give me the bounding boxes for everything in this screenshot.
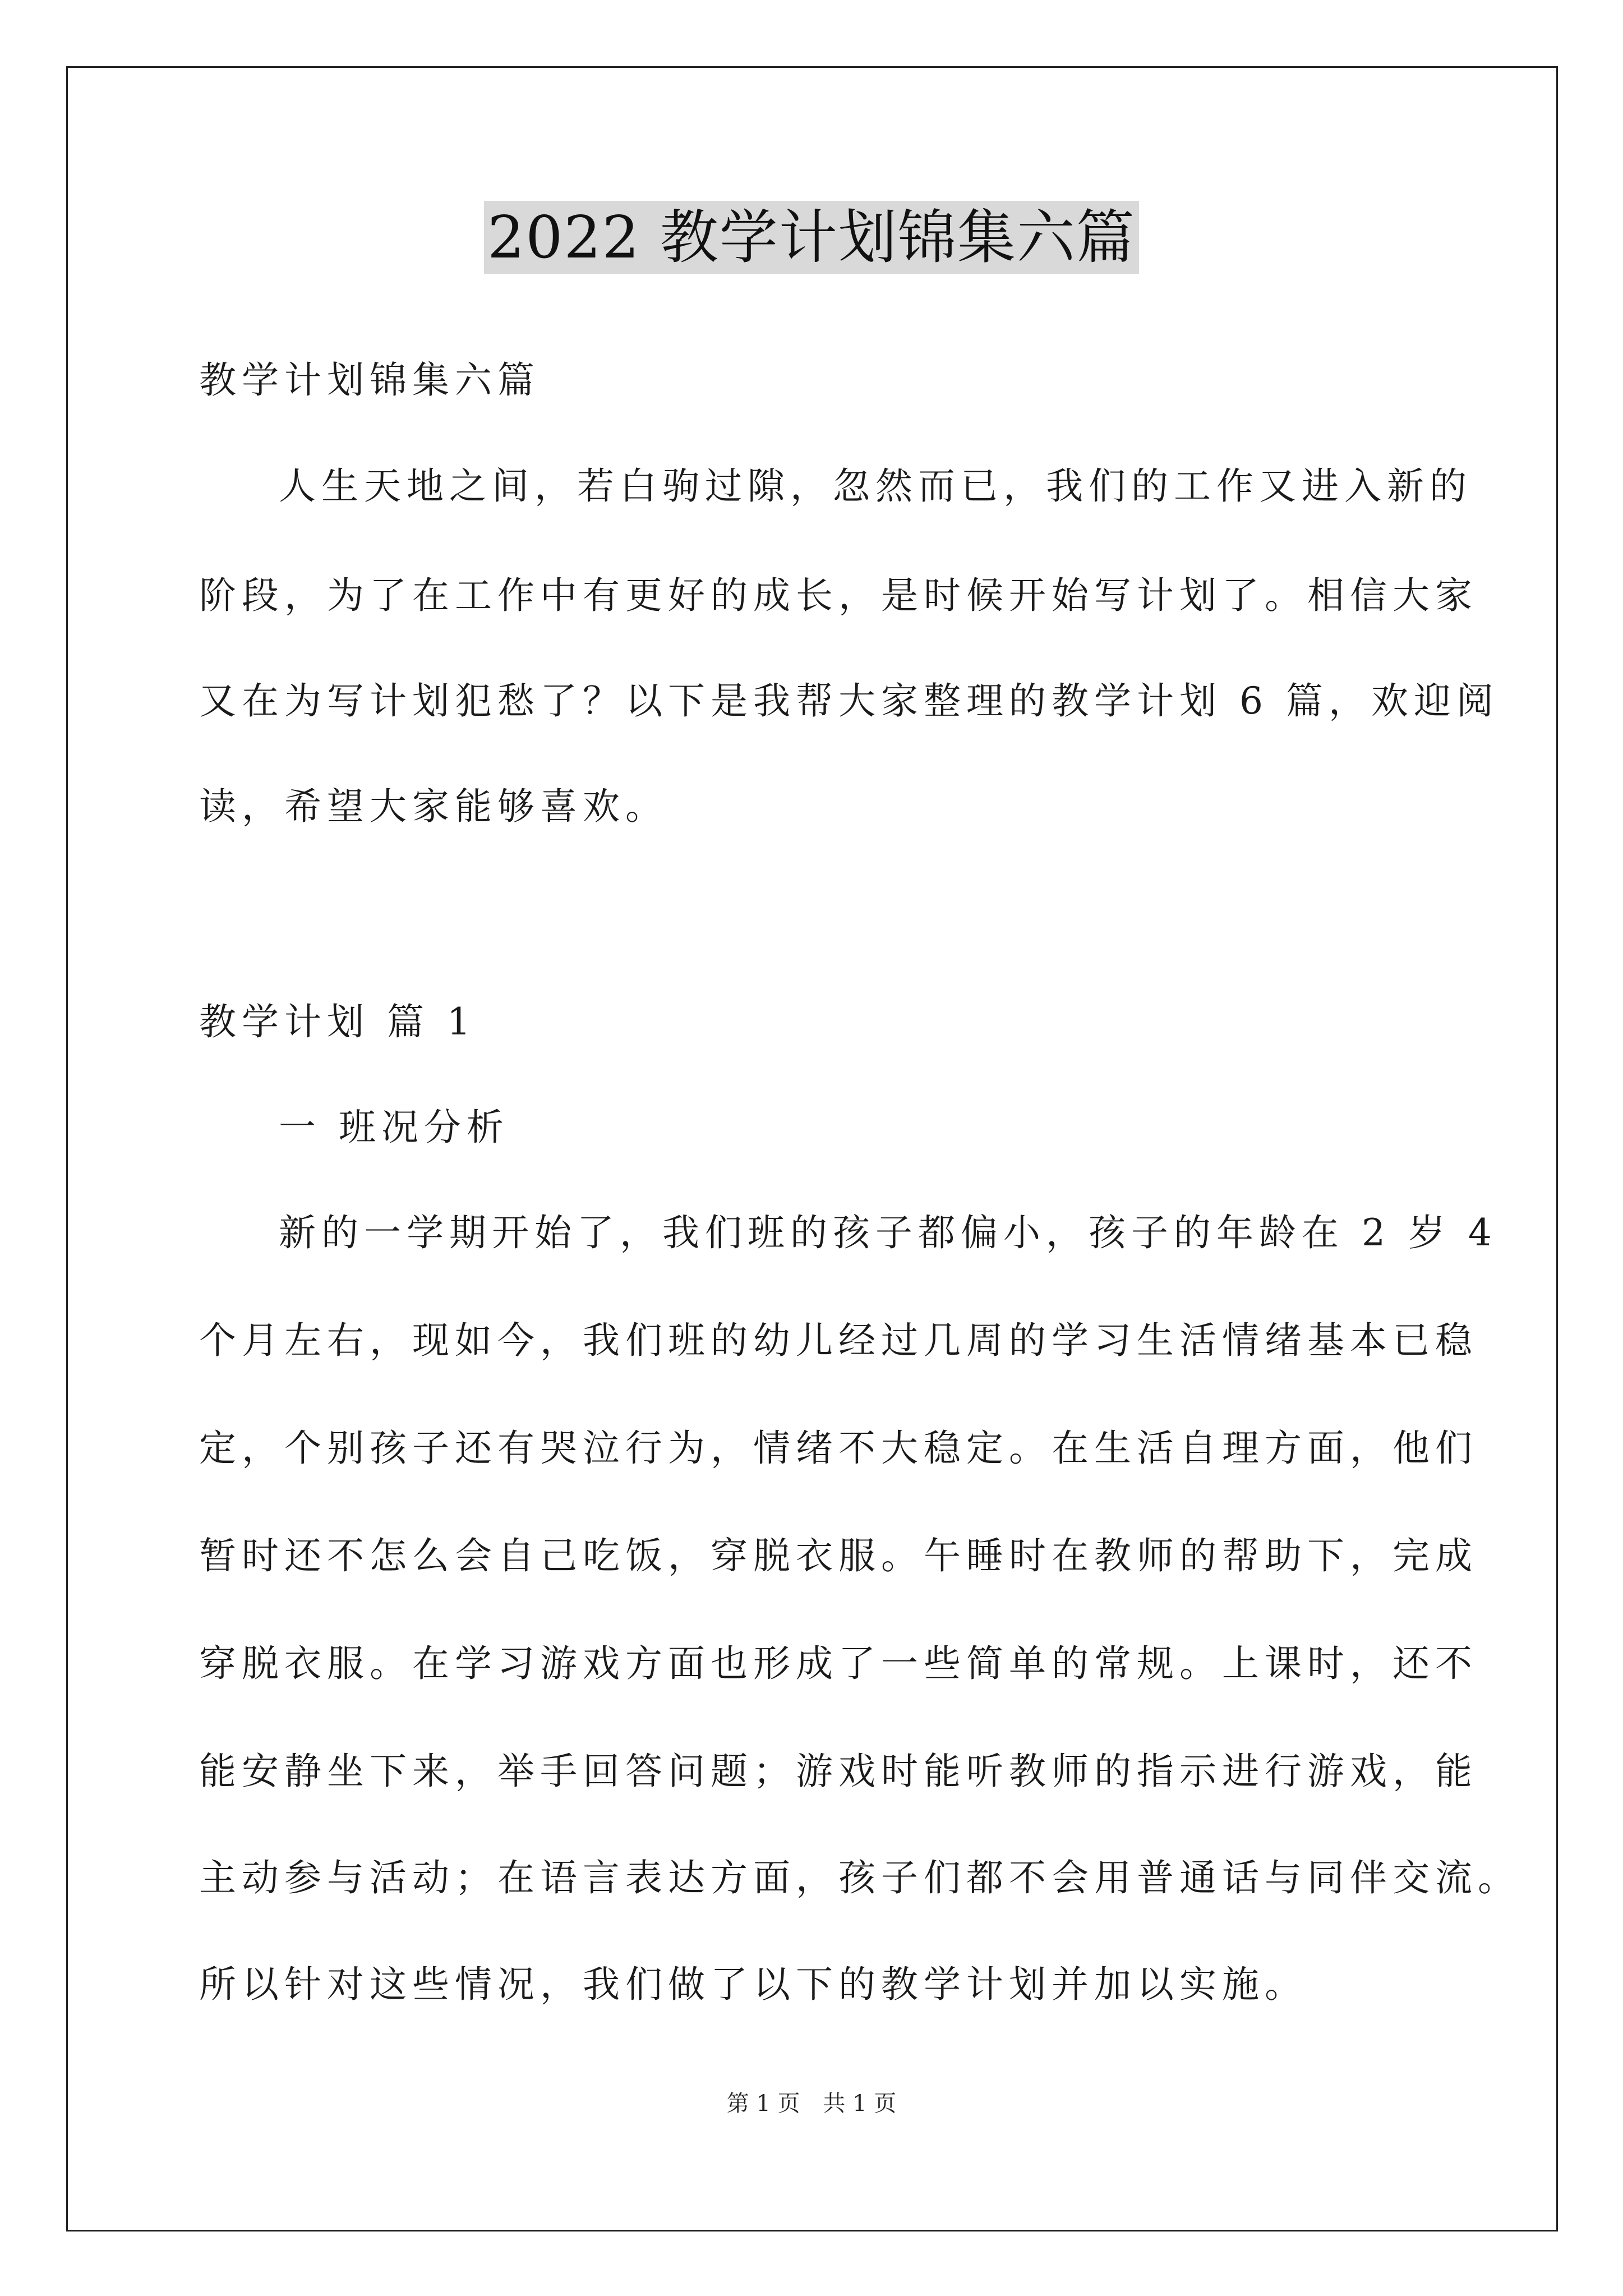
body-line-1: 新的一学期开始了，我们班的孩子都偏小，孩子的年龄在 2 岁 4 — [279, 1211, 1497, 1254]
document-subtitle: 教学计划锦集六篇 — [199, 358, 540, 402]
section-heading: 教学计划 篇 1 — [199, 1000, 476, 1043]
body-line-7: 主动参与活动；在语言表达方面，孩子们都不会用普通话与同伴交流。 — [199, 1856, 1520, 1899]
sub-heading: 一 班况分析 — [279, 1106, 509, 1149]
intro-line-2: 阶段，为了在工作中有更好的成长，是时候开始写计划了。相信大家 — [199, 574, 1478, 617]
page-number: 第 1 页 — [726, 2091, 800, 2116]
body-line-6: 能安静坐下来，举手回答问题；游戏时能听教师的指示进行游戏，能 — [199, 1750, 1478, 1793]
body-line-8: 所以针对这些情况，我们做了以下的教学计划并加以实施。 — [199, 1963, 1307, 2006]
body-line-2: 个月左右，现如今，我们班的幼儿经过几周的学习生活情绪基本已稳 — [199, 1319, 1478, 1362]
title-container — [0, 201, 1623, 274]
body-line-4: 暂时还不怎么会自己吃饭，穿脱衣服。午睡时在教师的帮助下，完成 — [199, 1534, 1478, 1577]
body-line-5: 穿脱衣服。在学习游戏方面也形成了一些简单的常规。上课时，还不 — [199, 1642, 1478, 1685]
intro-line-1: 人生天地之间，若白驹过隙，忽然而已，我们的工作又进入新的 — [279, 464, 1472, 508]
page-total: 共 1 页 — [823, 2091, 897, 2116]
document-title: 2022 教学计划锦集六篇 — [484, 201, 1139, 274]
intro-line-4: 读，希望大家能够喜欢。 — [199, 785, 668, 828]
page-footer — [0, 2090, 1623, 2118]
intro-line-3: 又在为写计划犯愁了？以下是我帮大家整理的教学计划 6 篇，欢迎阅 — [199, 679, 1499, 723]
body-line-3: 定，个别孩子还有哭泣行为，情绪不大稳定。在生活自理方面，他们 — [199, 1427, 1478, 1470]
